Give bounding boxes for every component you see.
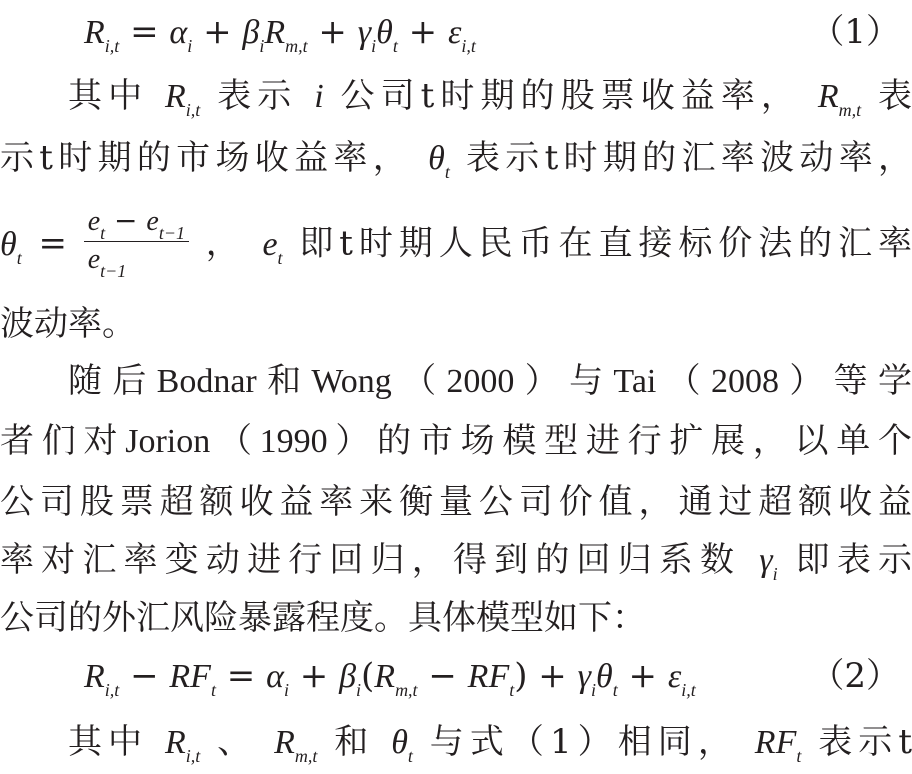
text: 和 [334, 722, 375, 762]
text: 其中 [68, 722, 149, 762]
fraction: $\frac{e_t - e_{t-1}}{e_{t-1}}$ [84, 204, 189, 279]
text: 表示t时期的汇率波动率， [465, 138, 912, 178]
equation-2-number: （2） [810, 656, 900, 696]
paragraph-1-line-2: 示t时期的市场收益率， $\theta_t$ 表示t时期的汇率波动率， [0, 138, 912, 182]
text: 公司t时期的股票收益率， [340, 76, 801, 116]
equation-1: $R_{i,t} = \alpha_i + \beta_iR_{m,t} + \gamma_i\theta_t + \varepsilon_{i,t}$ （1） [0, 8, 912, 61]
text: 公司的外汇风险暴露程度。具体模型如下： [0, 598, 646, 638]
text: 者们对Jorion（1990）的市场模型进行扩展，以单个 [0, 423, 912, 460]
equation-2: $R_{i,t} - RF_t = \alpha_i + \beta_i(R_{m,t} - RF_t) + \gamma_i\theta_t + \varepsilon_{i,t}$ （2） [0, 652, 912, 705]
text: 表 [878, 76, 912, 116]
text: ， [205, 223, 246, 264]
text: 即t时期人民币在直接标价法的汇率 [299, 223, 912, 264]
text: 率对汇率变动进行回归，得到的回归系数 [0, 540, 742, 580]
paragraph-2-line-2 [0, 418, 912, 466]
text: 随后Bodnar和Wong（2000）与Tai（2008）等学 [68, 363, 912, 400]
text: 表示t [818, 722, 912, 762]
text: 与式（1）相同， [429, 722, 738, 762]
equation-1-number: （1） [810, 12, 900, 52]
paragraph-1-line-4 [0, 300, 912, 348]
paragraph-2-line-3 [0, 478, 912, 526]
paragraph-2-line-5 [0, 594, 912, 642]
text: 示t时期的市场收益率， [0, 138, 413, 178]
text: 波动率。 [0, 304, 136, 344]
paragraph-1-line-3: $\theta_t$ = $\frac{e_t - e_{t-1}}{e_{t-1}}$ ， $e_t$ 即t时期人民币在直接标价法的汇率 [0, 204, 912, 281]
paragraph-2-line-4: 率对汇率变动进行回归，得到的回归系数 $\gamma_i$ 即表示 [0, 540, 912, 584]
text: 即表示 [795, 540, 912, 580]
text: 公司股票超额收益率来衡量公司价值，通过超额收益 [0, 482, 912, 522]
text: 其中 [68, 76, 149, 116]
text: 表示 [217, 76, 298, 116]
paragraph-1-line-1: 其中 $R_{i,t}$ 表示 i 公司t时期的股票收益率， $R_{m,t}$ 表 [68, 76, 912, 120]
text: 、 [217, 722, 258, 762]
paragraph-3-line-1: 其中 $R_{i,t}$ 、 $R_{m,t}$ 和 $\theta_t$ 与式（1）相同， $RF_t$ 表示t [68, 722, 912, 766]
paragraph-2-line-1 [0, 358, 912, 406]
